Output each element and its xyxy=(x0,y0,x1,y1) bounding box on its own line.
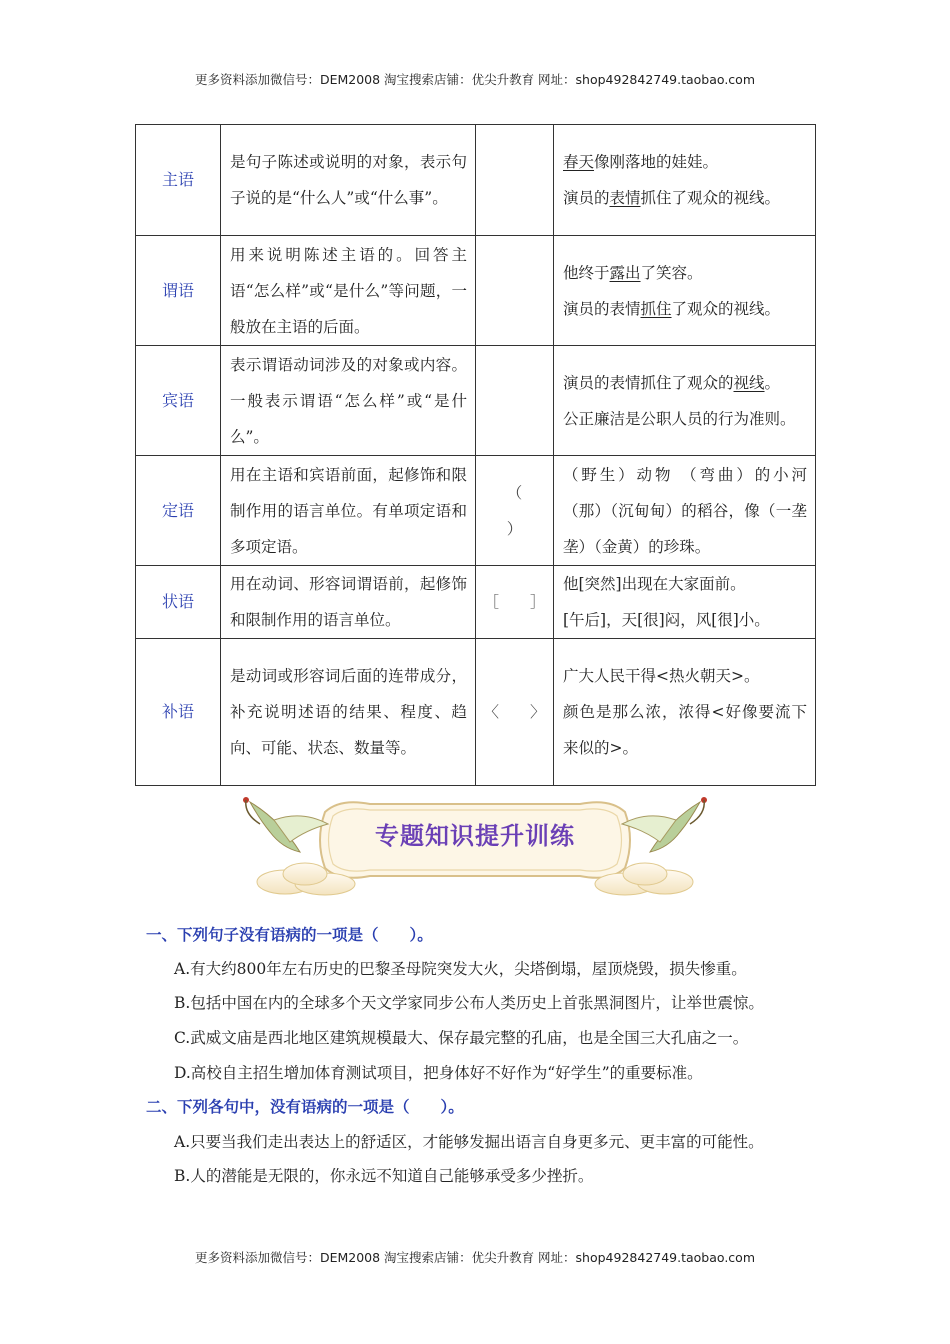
term-cell: 补语 xyxy=(136,639,221,786)
example-text: 了笑容。 xyxy=(640,263,703,282)
definition-cell: 用在动词、形容词谓语前，起修饰和限制作用的语言单位。 xyxy=(221,566,476,639)
example-text: 像刚落地的娃娃。 xyxy=(594,153,719,171)
banner-title: 专题知识提升训练 xyxy=(375,822,575,850)
example-text: 演员的 xyxy=(563,189,610,207)
marker-close: ） xyxy=(506,519,523,538)
example-cell xyxy=(554,566,816,639)
example-text: 演员的表情 xyxy=(563,299,641,318)
term-cell: 宾语 xyxy=(136,346,221,456)
example-cell xyxy=(554,639,816,786)
table-row xyxy=(136,125,816,236)
question-option: D.高校自主招生增加体育测试项目，把身体好不好作为“好学生”的重要标准。 xyxy=(174,1064,703,1082)
question-option: C.武威文庙是西北地区建筑规模最大、保存最完整的孔庙，也是全国三大孔庙之一。 xyxy=(174,1029,749,1047)
table-row xyxy=(136,236,816,346)
marker-cell: ［ ］ xyxy=(476,566,554,639)
question-option: B.包括中国在内的全球多个天文学家同步公布人类历史上首张黑洞图片，让举世震惊。 xyxy=(174,994,764,1012)
example-line: 他[突然]出现在大家面前。 xyxy=(563,575,746,593)
example-line xyxy=(563,144,807,180)
example-cell xyxy=(554,125,816,236)
marker-open: （ xyxy=(506,483,523,502)
example-line xyxy=(563,291,807,327)
definition-cell: 是动词或形容词后面的连带成分，补充说明述语的结果、程度、趋向、可能、状态、数量等。 xyxy=(221,639,476,786)
example-line xyxy=(563,255,807,291)
underlined-word: 露出 xyxy=(609,263,641,282)
example-line: 广大人民干得<热火朝天>。 xyxy=(563,667,760,685)
page-header: 更多资料添加微信号：DEM2008 淘宝搜索店铺：优尖升教育 网址：shop492842749.taobao.com xyxy=(194,72,756,87)
table-row xyxy=(136,639,816,786)
term-cell: 主语 xyxy=(136,125,221,236)
example-line xyxy=(563,180,807,216)
definition-cell: 表示谓语动词涉及的对象或内容。一般表示谓语“怎么样”或“是什么”。 xyxy=(221,346,476,456)
example-cell xyxy=(554,346,816,456)
example-line: 颜色是那么浓，浓得<好像要流下来似的>。 xyxy=(563,703,807,757)
example-text: 抓住了观众的视线。 xyxy=(640,189,781,207)
example-cell: （野生）动物 （弯曲）的小河（那）（沉甸甸）的稻谷，像（一垄垄）（金黄）的珍珠。 xyxy=(554,456,816,566)
example-cell xyxy=(554,236,816,346)
underlined-word: 抓住 xyxy=(640,299,672,318)
example-text: 演员的表情抓住了观众的 xyxy=(563,373,734,392)
question-option: A.有大约800年左右历史的巴黎圣母院突发大火，尖塔倒塌，屋顶烧毁，损失惨重。 xyxy=(174,960,747,978)
term-cell: 定语 xyxy=(136,456,221,566)
example-line xyxy=(563,365,807,401)
grammar-table xyxy=(135,124,816,786)
marker-cell xyxy=(476,236,554,346)
underlined-word: 视线 xyxy=(733,373,765,392)
underlined-word: 春天 xyxy=(563,153,595,171)
example-line: 公正廉洁是公职人员的行为准则。 xyxy=(563,409,796,428)
example-text: 了观众的视线。 xyxy=(671,299,781,318)
section-banner xyxy=(230,790,720,900)
question-option: B.人的潜能是无限的，你永远不知道自己能够承受多少挫折。 xyxy=(174,1167,594,1185)
question-stem: 二、下列各句中，没有语病的一项是（ ）。 xyxy=(146,1098,464,1116)
example-line: [午后]，天[很]闷，风[很]小。 xyxy=(563,611,770,629)
page-footer: 更多资料添加微信号：DEM2008 淘宝搜索店铺：优尖升教育 网址：shop492842749.taobao.com xyxy=(194,1250,756,1265)
table-row xyxy=(136,346,816,456)
question-stem: 一、下列句子没有语病的一项是（ ）。 xyxy=(146,926,433,944)
marker-cell: 〈 〉 xyxy=(476,639,554,786)
definition-cell: 是句子陈述或说明的对象，表示句子说的是“什么人”或“什么事”。 xyxy=(221,125,476,236)
marker-cell xyxy=(476,346,554,456)
example-text: 他终于 xyxy=(563,263,610,282)
marker-cell xyxy=(476,456,554,566)
question-option: A.只要当我们走出表达上的舒适区，才能够发掘出语言自身更多元、更丰富的可能性。 xyxy=(174,1133,764,1151)
term-cell: 状语 xyxy=(136,566,221,639)
table-row xyxy=(136,456,816,566)
definition-cell: 用在主语和宾语前面，起修饰和限制作用的语言单位。有单项定语和多项定语。 xyxy=(221,456,476,566)
example-text: 。 xyxy=(764,373,781,392)
table-row xyxy=(136,566,816,639)
underlined-word: 表情 xyxy=(609,189,641,207)
definition-cell: 用来说明陈述主语的。回答主语“怎么样”或“是什么”等问题，一般放在主语的后面。 xyxy=(221,236,476,346)
term-cell: 谓语 xyxy=(136,236,221,346)
marker-cell xyxy=(476,125,554,236)
